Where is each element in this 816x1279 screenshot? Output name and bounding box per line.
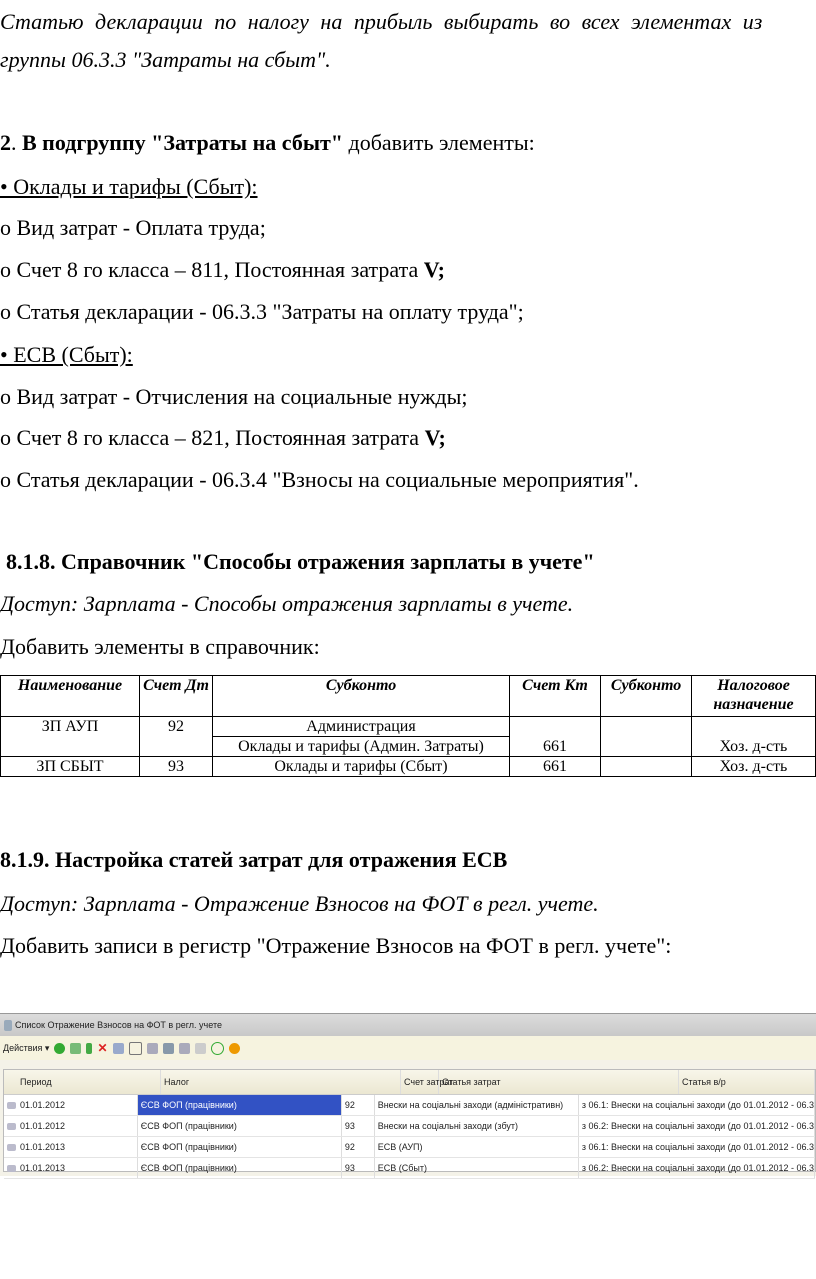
access-path: Доступ: Зарплата - Способы отражения зарплаты в учете. xyxy=(0,591,574,616)
text-line: o Вид затрат - Оплата труда; xyxy=(0,215,266,240)
text-line: группы 06.3.3 "Затраты на сбыт". xyxy=(0,47,331,72)
record-icon xyxy=(7,1165,16,1172)
column-header-item-vr[interactable]: Статья в/р xyxy=(679,1070,815,1094)
text-line: 2. В подгруппу "Затраты на сбыт" добавить элементы: xyxy=(0,130,535,155)
toolbar xyxy=(0,1036,816,1060)
text-line: o Статья декларации - 06.3.3 "Затраты на оплату труда"; xyxy=(0,299,524,324)
cell-account[interactable] xyxy=(342,1116,375,1136)
access-path: Доступ: Зарплата - Отражение Взносов на ФОТ в регл. учете. xyxy=(0,891,599,916)
bold-text: V; xyxy=(423,257,445,282)
cell-text: з 06.1: Внески на соціальні заходи (до 01.01.2012 - 06.3 xyxy=(581,1100,814,1110)
cell-text: 93 xyxy=(344,1163,355,1173)
header-cell: Субконто xyxy=(213,676,510,717)
cell-period[interactable] xyxy=(4,1137,138,1157)
cell-text: Внески на соціальні заходи (збут) xyxy=(377,1121,519,1131)
cell-text: ЄСВ ФОП (працівники) xyxy=(140,1121,237,1131)
cell-period[interactable] xyxy=(4,1116,138,1136)
text: o Счет 8 го класса – 811, Постоянная затрата xyxy=(0,257,424,282)
cell: 661 xyxy=(510,717,601,757)
cell-text: 01.01.2013 xyxy=(20,1163,66,1173)
cell-period[interactable] xyxy=(4,1095,138,1115)
cell: 92 xyxy=(140,717,213,757)
mark-icon[interactable] xyxy=(113,1043,124,1054)
grid-row[interactable] xyxy=(4,1116,815,1137)
item-number: 2 xyxy=(0,130,11,155)
text-line: o Статья декларации - 06.3.4 "Взносы на социальные мероприятия". xyxy=(0,467,639,492)
cell-tax[interactable] xyxy=(138,1137,342,1157)
cell-text: 01.01.2012 xyxy=(20,1121,66,1131)
text-line: Статью декларации по налогу на прибыль выбирать во всех элементах из xyxy=(0,9,763,34)
actions-menu[interactable]: Действия ▾ xyxy=(3,1042,50,1053)
text: добавить элементы: xyxy=(343,130,535,155)
section-heading: 8.1.8. Справочник "Способы отражения зарплаты в учете" xyxy=(6,549,595,574)
section-heading: 8.1.9. Настройка статей затрат для отражения ЕСВ xyxy=(0,847,508,872)
cell xyxy=(601,757,692,777)
cell-account[interactable] xyxy=(342,1095,375,1115)
cell-text: з 06.2: Внески на соціальні заходи (до 01.01.2012 - 06.3 xyxy=(581,1163,814,1173)
record-icon xyxy=(7,1102,16,1109)
edit-icon[interactable] xyxy=(86,1043,92,1054)
text-line xyxy=(0,425,446,451)
cell: Хоз. д-сть xyxy=(692,757,816,777)
cell: Хоз. д-сть xyxy=(692,717,816,757)
cell-tax[interactable] xyxy=(138,1095,342,1115)
register-grid xyxy=(3,1069,816,1172)
cell-text: Внески на соціальні заходи (адміністративн) xyxy=(377,1100,564,1110)
grid-row[interactable] xyxy=(4,1158,815,1179)
cell-text: 92 xyxy=(344,1142,355,1152)
column-header-tax[interactable]: Налог xyxy=(161,1070,401,1094)
header-cell: Счет Дт xyxy=(140,676,213,717)
filter-icon[interactable] xyxy=(147,1043,158,1054)
cell-text: з 06.2: Внески на соціальні заходи (до 01.01.2012 - 06.3 xyxy=(581,1121,814,1131)
cell: Оклады и тарифы (Сбыт) xyxy=(213,757,510,777)
cell-item-vr[interactable] xyxy=(579,1095,815,1115)
bold-text: В подгруппу "Затраты на сбыт" xyxy=(22,130,344,155)
record-icon xyxy=(7,1144,16,1151)
column-header-account[interactable]: Счет затрат xyxy=(401,1070,439,1094)
table-header-row xyxy=(1,676,816,717)
header-cell: Налоговое назначение xyxy=(692,676,816,717)
text-line: Добавить записи в регистр "Отражение Взносов на ФОТ в регл. учете": xyxy=(0,933,672,958)
text-line xyxy=(0,257,445,283)
cell-text: з 06.1: Внески на соціальні заходи (до 01.01.2012 - 06.3 xyxy=(581,1142,814,1152)
text-line: Добавить элементы в справочник: xyxy=(0,634,320,659)
cell-item-vr[interactable] xyxy=(579,1137,815,1157)
cell-text: ЄСВ ФОП (працівники) xyxy=(140,1142,237,1152)
refresh-icon[interactable] xyxy=(211,1042,224,1055)
clear-filter-icon[interactable] xyxy=(195,1043,206,1054)
reference-table xyxy=(0,675,816,777)
filter-list-icon[interactable] xyxy=(163,1043,174,1054)
cell-cost-item[interactable] xyxy=(375,1158,579,1178)
window-titlebar xyxy=(0,1014,816,1036)
cell-text: 92 xyxy=(344,1100,355,1110)
header-cell: Наименование xyxy=(1,676,140,717)
copy-icon[interactable] xyxy=(70,1043,81,1054)
cell-tax[interactable] xyxy=(138,1158,342,1178)
grid-row[interactable] xyxy=(4,1095,815,1116)
cell: Оклады и тарифы (Админ. Затраты) xyxy=(213,737,510,757)
cell-cost-item[interactable] xyxy=(375,1095,579,1115)
cell: 93 xyxy=(140,757,213,777)
cell-text: 01.01.2013 xyxy=(20,1142,66,1152)
cell-text: ЕСВ (Сбыт) xyxy=(377,1163,427,1173)
cell-item-vr[interactable] xyxy=(579,1158,815,1178)
record-icon xyxy=(7,1123,16,1130)
column-header-period[interactable]: Период xyxy=(4,1070,161,1094)
header-cell: Счет Кт xyxy=(510,676,601,717)
cell-tax[interactable] xyxy=(138,1116,342,1136)
cell-text: ЄСВ ФОП (працівники) xyxy=(140,1163,237,1173)
cell-account[interactable] xyxy=(342,1158,375,1178)
add-icon[interactable] xyxy=(54,1043,65,1054)
cell-item-vr[interactable] xyxy=(579,1116,815,1136)
cell xyxy=(601,717,692,757)
table-row xyxy=(1,717,816,737)
window-title: Список Отражение Взносов на ФОТ в регл. учете xyxy=(15,1020,222,1030)
cell-period[interactable] xyxy=(4,1158,138,1178)
cell-text: ЕСВ (АУП) xyxy=(377,1142,423,1152)
cell-cost-item[interactable] xyxy=(375,1137,579,1157)
cell-text: 93 xyxy=(344,1121,355,1131)
cell-cost-item[interactable] xyxy=(375,1116,579,1136)
list-icon xyxy=(4,1020,12,1031)
cell-text: 01.01.2012 xyxy=(20,1100,66,1110)
cell: 661 xyxy=(510,757,601,777)
bold-text: V; xyxy=(424,425,446,450)
cell-account[interactable] xyxy=(342,1137,375,1157)
column-header-cost-item[interactable]: Статья затрат xyxy=(439,1070,679,1094)
sort-icon[interactable] xyxy=(179,1043,190,1054)
text-line: • ЕСВ (Сбыт): xyxy=(0,342,133,367)
text-line: o Вид затрат - Отчисления на социальные нужды; xyxy=(0,384,468,409)
grid-row[interactable] xyxy=(4,1137,815,1158)
text: o Счет 8 го класса – 821, Постоянная затрата xyxy=(0,425,425,450)
cell: ЗП АУП xyxy=(1,717,140,757)
help-icon[interactable] xyxy=(229,1043,240,1054)
cell-text: ЄСВ ФОП (працівники) xyxy=(140,1100,237,1110)
table-row xyxy=(1,757,816,777)
text-line: • Оклады и тарифы (Сбыт): xyxy=(0,174,258,199)
grid-header xyxy=(4,1070,815,1095)
interval-icon[interactable] xyxy=(129,1042,142,1055)
delete-icon[interactable]: ✕ xyxy=(97,1040,108,1055)
header-cell: Субконто xyxy=(601,676,692,717)
embedded-screenshot xyxy=(0,1013,816,1176)
cell: ЗП СБЫТ xyxy=(1,757,140,777)
cell: Администрация xyxy=(213,717,510,737)
